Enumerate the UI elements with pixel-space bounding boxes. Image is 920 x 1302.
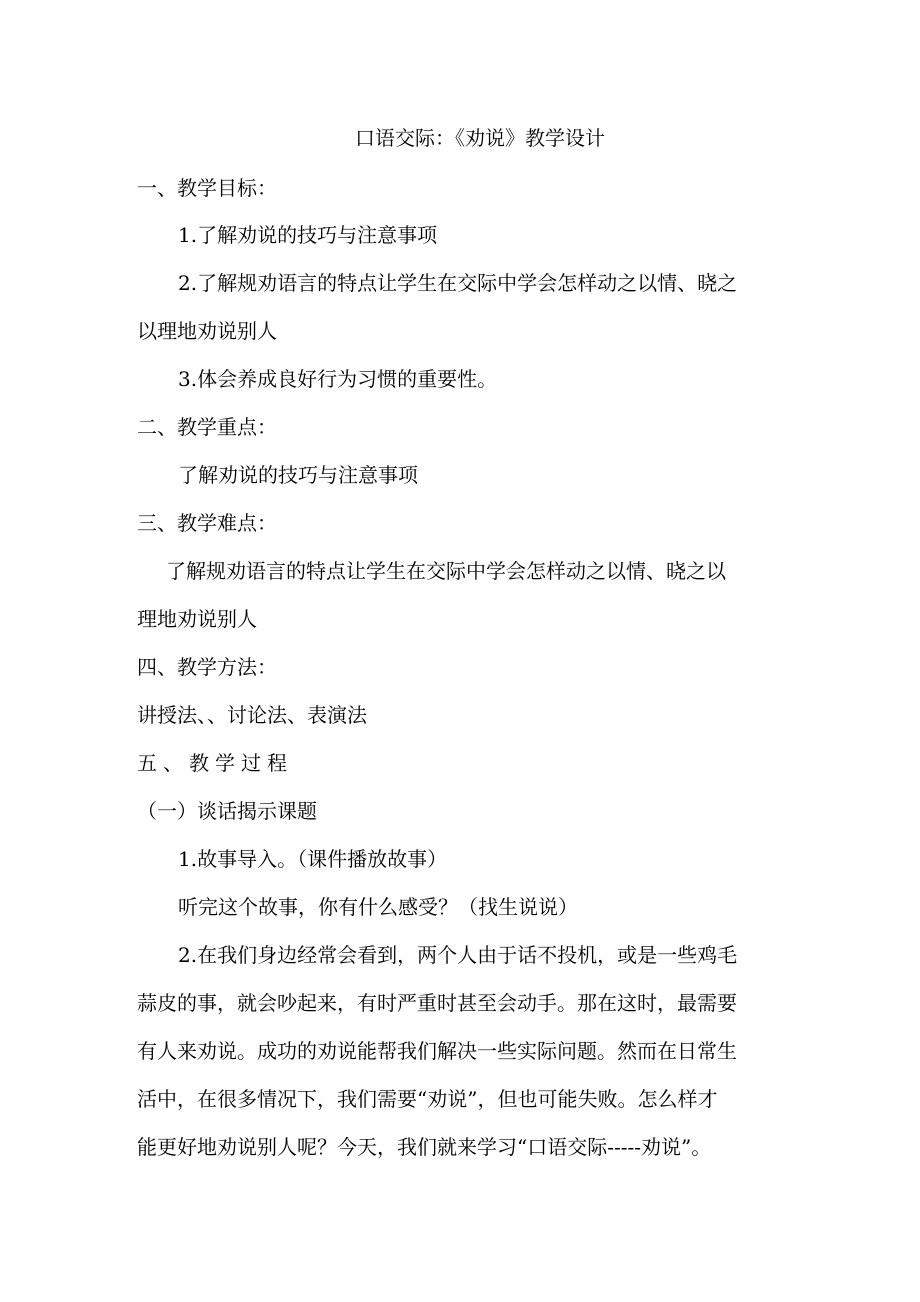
objective-item-3: 3.体会养成良好行为习惯的重要性。 (178, 367, 498, 391)
objective-item-2-line-1: 2.了解规劝语言的特点让学生在交际中学会怎样动之以情、晓之 (178, 271, 738, 295)
section-heading-difficulties: 三、教学难点： (137, 511, 277, 535)
difficulties-content-line-1: 了解规劝语言的特点让学生在交际中学会怎样动之以情、晓之以 (166, 559, 726, 583)
document-title: 口语交际：《劝说》教学设计 (355, 126, 605, 150)
section-heading-methods: 四、教学方法： (137, 655, 277, 679)
section-heading-process: 五、教学过程 (137, 751, 293, 775)
objective-item-1: 1.了解劝说的技巧与注意事项 (178, 223, 438, 247)
process-step-2-line-2: 蒜皮的事，就会吵起来，有时严重时甚至会动手。那在这时，最需要 (137, 991, 737, 1015)
section-heading-key-points: 二、教学重点： (137, 415, 277, 439)
key-points-content: 了解劝说的技巧与注意事项 (178, 463, 418, 487)
process-step-2-line-5: 能更好地劝说别人呢？今天，我们就来学习“口语交际-----劝说”。 (137, 1135, 712, 1159)
process-step-2-line-1: 2.在我们身边经常会看到，两个人由于话不投机，或是一些鸡毛 (178, 943, 738, 967)
process-step-1: 1.故事导入。（课件播放故事） (178, 847, 448, 871)
methods-content: 讲授法、、讨论法、表演法 (137, 703, 367, 727)
difficulties-content-line-2: 理地劝说别人 (137, 607, 257, 631)
objective-item-2-line-2: 以理地劝说别人 (137, 319, 277, 343)
process-step-1-follow: 听完这个故事，你有什么感受？（找生说说） (178, 895, 578, 919)
section-heading-objectives: 一、教学目标： (137, 176, 277, 200)
process-step-2-line-4: 活中，在很多情况下，我们需要“劝说”，但也可能失败。怎么样才 (137, 1087, 718, 1111)
process-step-2-line-3: 有人来劝说。成功的劝说能帮我们解决一些实际问题。然而在日常生 (137, 1039, 737, 1063)
process-subheading: （一）谈话揭示课题 (137, 799, 317, 823)
